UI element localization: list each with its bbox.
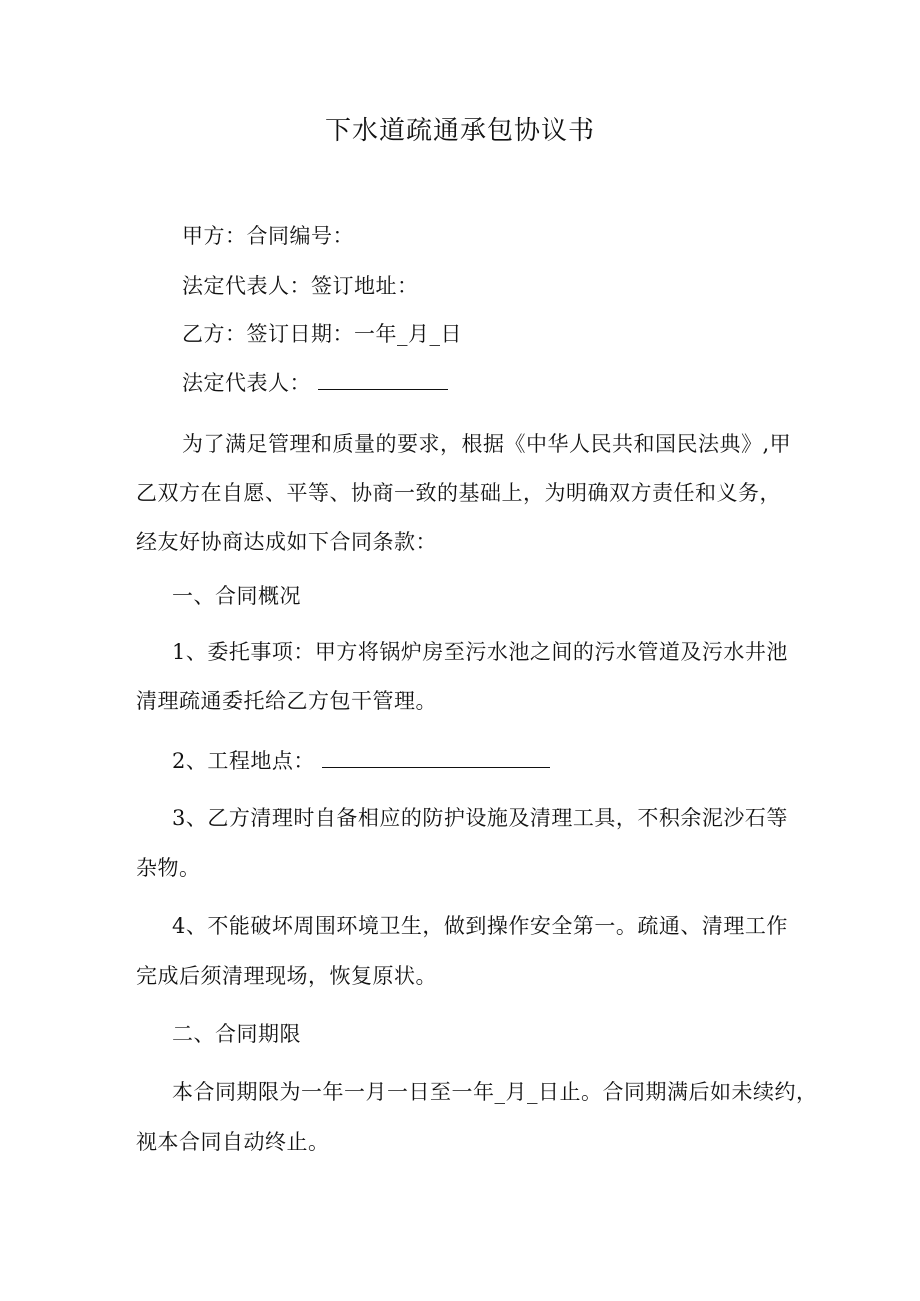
item-3-line-2: 杂物。 <box>136 856 201 880</box>
party-b-line: 乙方：签订日期：一年_月_日 <box>182 322 462 346</box>
item-4-line-2: 完成后须清理现场，恢复原状。 <box>136 964 437 988</box>
document-title: 下水道疏通承包协议书 <box>324 116 595 146</box>
legal-rep-a-line: 法定代表人：签订地址： <box>182 274 419 298</box>
item-1-line-1: 1、委托事项：甲方将锅炉房至污水池之间的污水管道及污水井池 <box>172 640 788 664</box>
item-1-line-2: 清理疏通委托给乙方包干管理。 <box>136 689 437 713</box>
legal-rep-b-label: 法定代表人： <box>182 371 311 395</box>
item-2-label: 2、工程地点： <box>172 749 315 773</box>
term-line-2: 视本合同自动终止。 <box>136 1130 330 1154</box>
item-4-line-1: 4、不能破坏周围环境卫生，做到操作安全第一。疏通、清理工作 <box>172 914 788 938</box>
legal-rep-b-line <box>182 367 842 397</box>
term-line-1: 本合同期限为一年一月一日至一年_月_日止。合同期满后如未续约， <box>172 1080 818 1104</box>
legal-rep-b-blank <box>318 371 448 390</box>
party-a-line: 甲方：合同编号： <box>182 224 354 248</box>
intro-line-3: 经友好协商达成如下合同条款： <box>136 530 437 554</box>
section-2-heading: 二、合同期限 <box>172 1022 301 1046</box>
item-3-line-1: 3、乙方清理时自备相应的防护设施及清理工具，不积余泥沙石等 <box>172 806 788 830</box>
intro-line-2: 乙双方在自愿、平等、协商一致的基础上，为明确双方责任和义务， <box>136 481 781 505</box>
work-location-blank <box>322 749 550 768</box>
section-1-heading: 一、合同概况 <box>172 584 301 608</box>
intro-line-1: 为了满足管理和质量的要求，根据《中华人民共和国民法典》,甲 <box>182 432 792 456</box>
item-2-line <box>172 745 832 775</box>
